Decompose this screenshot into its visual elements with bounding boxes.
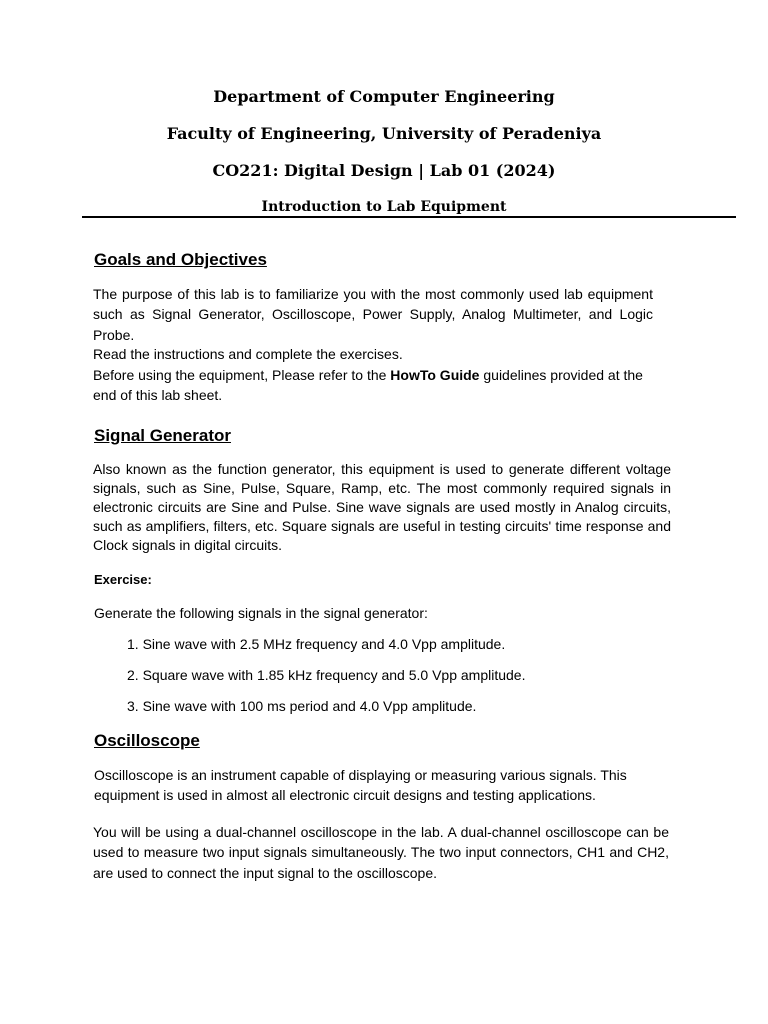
goals-paragraph-2: Read the instructions and complete the exercises. — [93, 346, 403, 362]
goals-section-title: Goals and Objectives — [94, 250, 267, 269]
header-divider — [82, 216, 736, 218]
goals-paragraph-3 — [93, 365, 653, 406]
exercise-label: Exercise: — [94, 572, 152, 587]
exercise-item-2: 2. Square wave with 1.85 kHz frequency and 5.0 Vpp amplitude. — [127, 667, 526, 683]
exercise-item-1: 1. Sine wave with 2.5 MHz frequency and 4.0 Vpp amplitude. — [127, 636, 506, 652]
exercise-intro: Generate the following signals in the signal generator: — [94, 605, 428, 621]
course-heading: CO221: Digital Design | Lab 01 (2024) — [212, 161, 556, 180]
goals-paragraph-1: The purpose of this lab is to familiarize you with the most commonly used lab equipment such as Signal Generator, Oscilloscope, Power Supply, Analog Multimeter, and Logic Probe. — [93, 286, 653, 343]
exercise-item-3: 3. Sine wave with 100 ms period and 4.0 Vpp amplitude. — [127, 698, 477, 714]
oscilloscope-paragraph-1: Oscilloscope is an instrument capable of displaying or measuring various signals. This equipment is used in almost all electronic circuit designs and testing applications. — [94, 767, 627, 804]
oscilloscope-section-title: Oscilloscope — [94, 731, 200, 750]
signal-generator-description: Also known as the function generator, this equipment is used to generate different voltage signals, such as Sine, Pulse, Square, Ramp, etc. The most commonly required signals in electronic circuits are Sine and Pulse. Sine wave signals are used mostly in Analog circuits, such as amplifiers, filters, etc. Square signals are useful in testing circuits' time response and Clock signals in digital circuits. — [93, 461, 671, 553]
faculty-heading: Faculty of Engineering, University of Peradeniya — [166, 124, 602, 143]
signal-generator-section-title: Signal Generator — [94, 426, 231, 445]
oscilloscope-paragraph-2: You will be using a dual-channel oscilloscope in the lab. A dual-channel oscilloscope can be used to measure two input signals simultaneously. The two input connectors, CH1 and CH2, are used to connect the input signal to the oscilloscope. — [93, 824, 669, 881]
goals-p3-text-before: Before using the equipment, Please refer to the — [93, 367, 391, 383]
lab-title: Introduction to Lab Equipment — [261, 199, 507, 215]
department-heading: Department of Computer Engineering — [213, 87, 555, 106]
goals-p3-text-after: guidelines provided at the end of this lab sheet. — [93, 367, 643, 404]
howto-guide-reference: HowTo Guide — [390, 367, 480, 383]
